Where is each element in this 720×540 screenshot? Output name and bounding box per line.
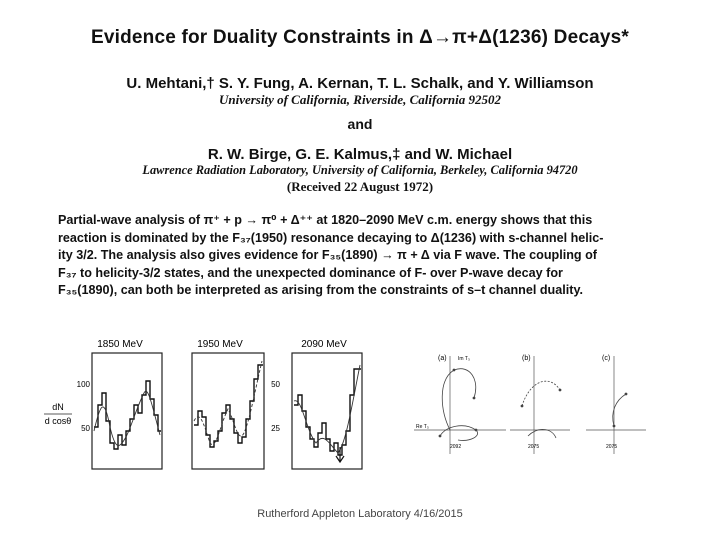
argand-panel-b bbox=[510, 355, 570, 454]
arrow-marker bbox=[336, 447, 344, 462]
histogram-panel-1950 bbox=[192, 339, 264, 469]
tick-label: 100 bbox=[76, 380, 90, 389]
tick-label: 50 bbox=[271, 380, 280, 389]
argand-panel-c bbox=[586, 355, 646, 454]
authors-group-1: U. Mehtani,† S. Y. Fung, A. Kernan, T. L. Schalk, and Y. Williamson bbox=[126, 75, 594, 92]
slide-footer: Rutherford Appleton Laboratory 4/16/2015 bbox=[257, 508, 463, 520]
annotation: 2075 bbox=[606, 444, 618, 450]
abstract-line: reaction is dominated by the F₃₇(1950) resonance decaying to Δ(1236) with s-channel helic- bbox=[58, 230, 604, 245]
panel-label: 1950 MeV bbox=[197, 339, 243, 350]
panel-label: 2090 MeV bbox=[301, 339, 347, 350]
figure-argand-diagrams bbox=[410, 350, 650, 460]
paper-title: Evidence for Duality Constraints in Δ→π+Δ(1236) Decays* bbox=[90, 27, 630, 48]
received-date: (Received 22 August 1972) bbox=[286, 179, 434, 194]
panel-label: (a) bbox=[438, 355, 447, 362]
authors-group-2: R. W. Birge, G. E. Kalmus,‡ and W. Michael bbox=[207, 146, 513, 163]
abstract-line: ity 3/2. The analysis also gives evidence for F₃₅(1890) → π + Δ via F wave. The coupling of bbox=[58, 248, 597, 263]
panel-label: (c) bbox=[602, 355, 611, 362]
histogram-panel-1850 bbox=[77, 339, 162, 469]
ylabel-top: dN bbox=[52, 402, 64, 412]
abstract bbox=[58, 212, 670, 300]
tick-label: 50 bbox=[81, 424, 90, 433]
figure-histograms bbox=[40, 335, 370, 475]
panel-label: 1850 MeV bbox=[97, 339, 143, 350]
abstract-line: Partial-wave analysis of π⁺ + p → π⁰ + Δ⁺⁺ at 1820–2090 MeV c.m. energy shows that this bbox=[58, 213, 593, 227]
ylabel-bottom: d cosθ bbox=[44, 416, 72, 426]
panel-label: (b) bbox=[522, 355, 531, 362]
abstract-line: F₃₇ to helicity-3/2 states, and the unexpected dominance of F- over P-wave decay for bbox=[58, 265, 563, 280]
affiliation-2: Lawrence Radiation Laboratory, University of California, Berkeley, California 94720 bbox=[142, 163, 578, 177]
and-separator: and bbox=[347, 116, 373, 132]
abstract-line: F₃₅(1890), can both be interpreted as arising from the constraints of s–t channel duality. bbox=[58, 283, 584, 298]
annotation: 2092 bbox=[450, 444, 462, 450]
annotation: Im T₃ bbox=[458, 356, 470, 362]
annotation: 2075 bbox=[528, 444, 540, 450]
affiliation-1: University of California, Riverside, California 92502 bbox=[218, 92, 502, 107]
histogram-panel-2090 bbox=[271, 339, 362, 469]
argand-panel-a bbox=[414, 355, 506, 454]
annotation: Re T₃ bbox=[416, 424, 429, 430]
tick-label: 25 bbox=[271, 424, 280, 433]
